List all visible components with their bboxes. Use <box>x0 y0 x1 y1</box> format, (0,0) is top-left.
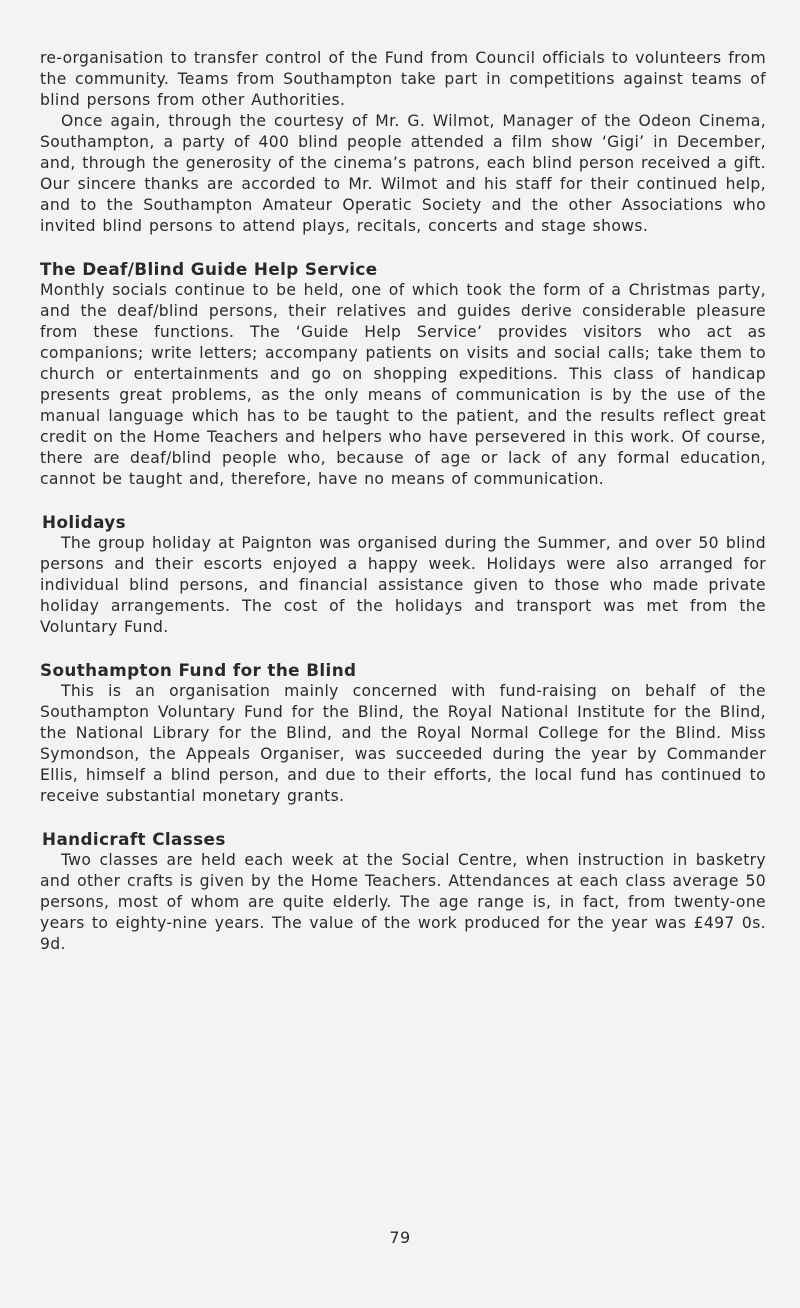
section-handicraft <box>40 828 766 955</box>
section-holidays <box>40 511 766 638</box>
section-body-deaf-blind: Monthly socials continue to be held, one of which took the form of a Christmas party, and the deaf/blind persons, their relatives and guides derive considerable pleasure from these functions. The ‘Guide Help Service’ provides visitors who act as companions; write letters; accompany patients on visits and social calls; take them to church or entertainments and go on shopping expeditions. This class of handicap presents great problems, as the only means of communication is by the use of the manual language which has to be taught to the patient, and the results reflect great credit on the Home Teachers and helpers who have persevered in this work. Of course, there are deaf/blind people who, because of age or lack of any formal education, cannot be taught and, therefore, have no means of communication. <box>40 281 766 488</box>
document-page <box>40 48 766 955</box>
section-deaf-blind <box>40 258 766 490</box>
section-body-handicraft: Two classes are held each week at the Social Centre, when instruction in basketry and other crafts is given by the Home Teachers. Attendances at each class average 50 persons, most of whom are quite elderly. The age range is, in fact, from twenty-one years to eighty-nine years. The value of the work produced for the year was £497 0s. 9d. <box>40 851 766 953</box>
section-heading-holidays: Holidays <box>42 512 127 532</box>
intro-paragraph-2: Once again, through the courtesy of Mr. G. Wilmot, Manager of the Odeon Cinema, Southampton, a party of 400 blind people attended a film show ‘Gigi’ in December, and, through the generosity of the cinema’s patrons, each blind person received a gift. Our sincere thanks are accorded to Mr. Wilmot and his staff for their continued help, and to the Southampton Amateur Operatic Society and the other Associations who invited blind persons to attend plays, recitals, concerts and stage shows. <box>40 112 766 235</box>
intro-paragraph-1: re-organisation to transfer control of the Fund from Council officials to volunteers from the community. Teams from Southampton take part in competitions against teams of blind persons from other Authorities. <box>40 49 766 109</box>
section-heading-handicraft: Handicraft Classes <box>42 829 226 849</box>
section-body-southampton-fund: This is an organisation mainly concerned with fund-raising on behalf of the Southampton Voluntary Fund for the Blind, the Royal National Institute for the Blind, the National Library for the Blind, and the Royal Normal College for the Blind. Miss Symondson, the Appeals Organiser, was succeeded during the year by Commander Ellis, himself a blind person, and due to their efforts, the local fund has continued to receive substantial monetary grants. <box>40 682 766 805</box>
page-number: 79 <box>389 1228 411 1247</box>
section-southampton-fund <box>40 659 766 807</box>
section-heading-deaf-blind: The Deaf/Blind Guide Help Service <box>40 259 378 279</box>
section-heading-southampton-fund: Southampton Fund for the Blind <box>40 660 357 680</box>
section-body-holidays: The group holiday at Paignton was organised during the Summer, and over 50 blind persons and their escorts enjoyed a happy week. Holidays were also arranged for individual blind persons, and financial assistance given to those who made private holiday arrangements. The cost of the holidays and transport was met from the Voluntary Fund. <box>40 534 766 636</box>
